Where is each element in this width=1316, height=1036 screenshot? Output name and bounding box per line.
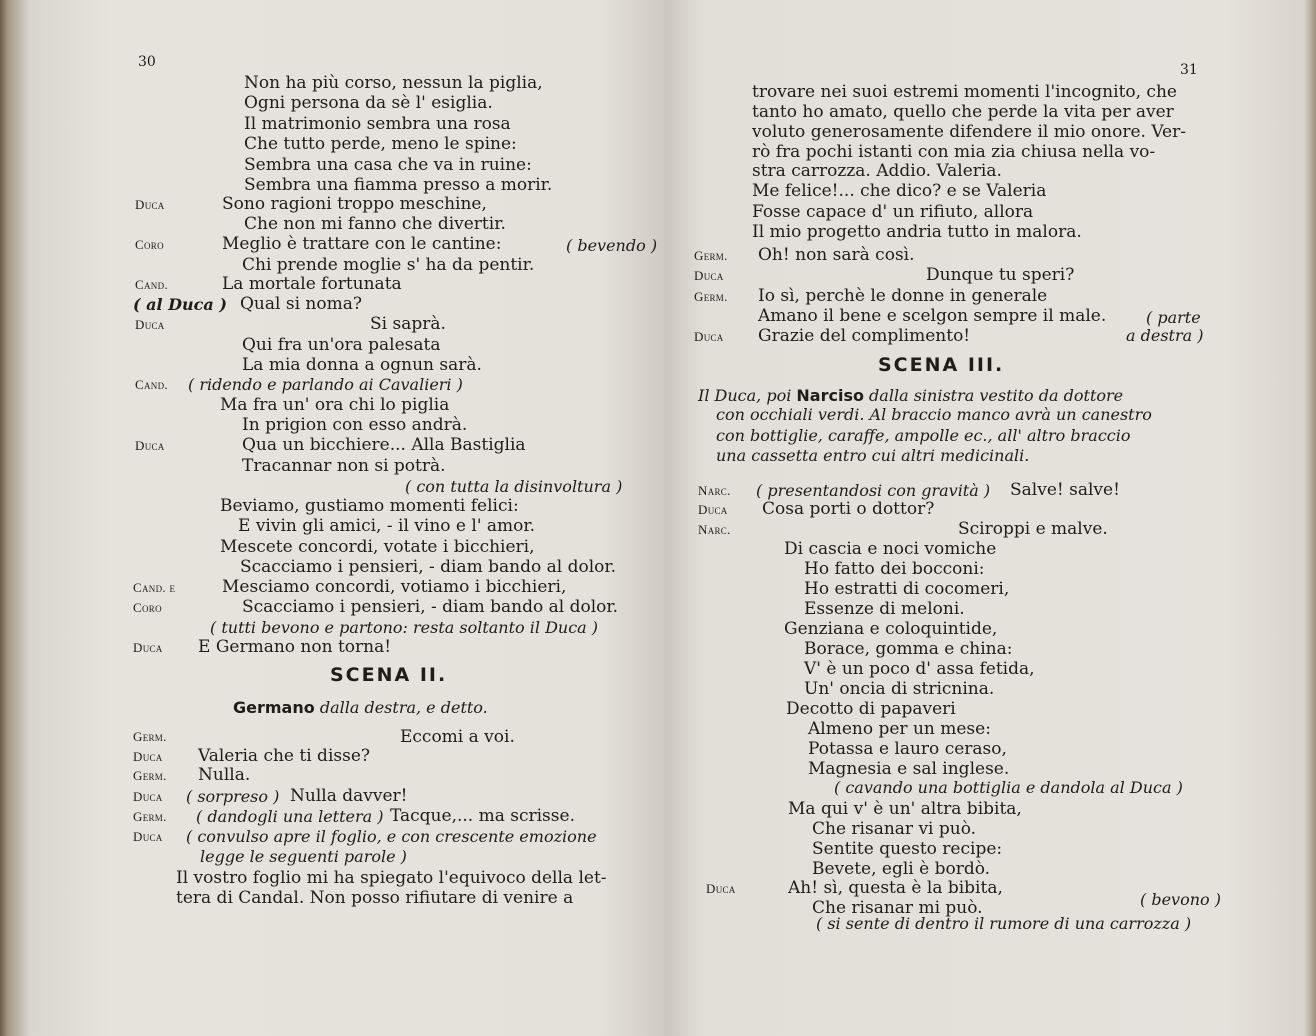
verse-line: Mescete concordi, votate i bicchieri, [220, 537, 535, 557]
verse-line: Che non mi fanno che divertir. [244, 214, 506, 234]
verse-line: Oh! non sarà così. [758, 245, 915, 265]
verse-line: E vivin gli amici, - il vino e l' amor. [238, 516, 536, 536]
stage-direction: ( bevendo ) [566, 236, 658, 255]
verse-line: Sciroppi e malve. [958, 519, 1108, 539]
right-page [664, 0, 1316, 1036]
scene-direction: una cassetta entro cui altri medicinali. [716, 446, 1030, 465]
verse-line: Decotto di papaveri [786, 699, 956, 719]
verse-line: Ma fra un' ora chi lo piglia [220, 395, 450, 415]
verse-line: Meglio è trattare con le cantine: [222, 234, 502, 254]
stage-direction: ( convulso apre il foglio, e con crescente emozione [186, 827, 597, 846]
stage-direction: ( si sente di dentro il rumore di una carrozza ) [816, 914, 1192, 933]
speaker-label: Narc. [698, 483, 731, 498]
verse-line: Eccomi a voi. [400, 727, 515, 747]
verse-line: Genziana e coloquintide, [784, 619, 998, 639]
verse-line: Mesciamo concordi, votiamo i bicchieri, [222, 577, 567, 597]
stage-direction: ( al Duca ) [133, 295, 227, 314]
verse-line: Scacciamo i pensieri, - diam bando al dolor. [240, 557, 617, 577]
verse-line: Almeno per un mese: [808, 719, 991, 739]
verse-line: Ho fatto dei bocconi: [804, 559, 985, 579]
speaker-label: Duca [133, 789, 163, 804]
speaker-label: Duca [135, 317, 165, 332]
stage-direction: ( sorpreso ) [186, 787, 280, 806]
verse-line: Magnesia e sal inglese. [808, 759, 1010, 779]
stage-direction: ( bevono ) [1140, 890, 1221, 909]
verse-line: Essenze di meloni. [804, 599, 965, 619]
speaker-label: Germ. [694, 289, 728, 304]
scene-direction [698, 386, 1123, 406]
prose-line: stra carrozza. Addio. Valeria. [752, 161, 1002, 181]
verse-line: Qual si noma? [240, 294, 362, 314]
prose-line: tera di Candal. Non posso rifiutare di venire a [176, 888, 574, 908]
verse-line: Io sì, perchè le donne in generale [758, 286, 1048, 306]
verse-line: Ma qui v' è un' altra bibita, [788, 799, 1022, 819]
verse-line: Sembra una fiamma presso a morir. [244, 175, 553, 195]
speaker-label: Cand. [135, 377, 168, 392]
speaker-label: Cand. [135, 277, 168, 292]
speaker-label: Narc. [698, 522, 731, 537]
verse-line: Beviamo, gustiamo momenti felici: [220, 496, 519, 516]
verse-line: Fosse capace d' un rifiuto, allora [752, 202, 1034, 222]
verse-line: Bevete, egli è bordò. [812, 859, 991, 879]
verse-line: Sembra una casa che va in ruine: [244, 155, 532, 175]
verse-line: Il mio progetto andria tutto in malora. [752, 222, 1082, 242]
stage-direction: ( parte [1146, 308, 1201, 327]
speaker-label: Duca [133, 829, 163, 844]
speaker-label: Coro [133, 600, 162, 615]
character-name: Narciso [796, 386, 864, 405]
verse-line: Grazie del complimento! [758, 326, 971, 346]
speaker-label: Duca [694, 329, 724, 344]
verse-line: Potassa e lauro ceraso, [808, 739, 1007, 759]
verse-line: Amano il bene e scelgon sempre il male. [758, 306, 1107, 326]
verse-line: Nulla davver! [290, 786, 408, 806]
verse-line: Sentite questo recipe: [812, 839, 1003, 859]
speaker-label: Duca [698, 502, 728, 517]
stage-direction: ( cavando una bottiglia e dandola al Duca ) [834, 778, 1183, 797]
verse-line: Valeria che ti disse? [198, 746, 371, 766]
page-number: 31 [1180, 62, 1198, 78]
scene-title: SCENA III. [878, 354, 1005, 376]
verse-line: Salve! salve! [1010, 480, 1120, 500]
prose-line: trovare nei suoi estremi momenti l'incognito, che [752, 82, 1177, 102]
scene-direction-text: Il Duca, poi [698, 386, 797, 405]
verse-line: Che tutto perde, meno le spine: [244, 134, 517, 154]
prose-line: Il vostro foglio mi ha spiegato l'equivoco della let- [176, 868, 607, 888]
stage-direction: ( tutti bevono e partono: resta soltanto il Duca ) [210, 618, 599, 637]
verse-line: In prigion con esso andrà. [242, 415, 468, 435]
stage-direction: ( presentandosi con gravità ) [756, 481, 991, 500]
page-number: 30 [138, 54, 156, 70]
verse-line: Borace, gomma e china: [804, 639, 1013, 659]
verse-line: Cosa porti o dottor? [762, 499, 935, 519]
prose-line: voluto generosamente difendere il mio onore. Ver- [752, 122, 1186, 142]
verse-line: Ogni persona da sè l' esiglia. [244, 93, 493, 113]
speaker-label: Germ. [133, 809, 167, 824]
speaker-label: Germ. [133, 729, 167, 744]
verse-line: Me felice!... che dico? e se Valeria [752, 181, 1047, 201]
speaker-label: Duca [706, 881, 736, 896]
prose-line: tanto ho amato, quello che perde la vita per aver [752, 102, 1174, 122]
speaker-label: Coro [135, 237, 164, 252]
verse-line: Che risanar mi può. [812, 898, 983, 918]
scene-heading-rest: dalla destra, e detto. [314, 698, 488, 717]
scene-direction: con bottiglie, caraffe, ampolle ec., all' altro braccio [716, 426, 1131, 445]
stage-direction: a destra ) [1126, 326, 1204, 345]
verse-line: Non ha più corso, nessun la piglia, [244, 73, 543, 93]
scene-direction-text: dalla sinistra vestito da dottore [863, 386, 1124, 405]
stage-direction: ( dandogli una lettera ) [196, 807, 384, 826]
verse-line: Un' oncia di stricnina. [804, 679, 995, 699]
verse-line: V' è un poco d' assa fetida, [804, 659, 1035, 679]
scene-heading [233, 698, 488, 718]
speaker-label: Duca [133, 640, 163, 655]
speaker-label: Duca [135, 197, 165, 212]
prose-line: rò fra pochi istanti con mia zia chiusa nella vo- [752, 142, 1156, 162]
scene-title: SCENA II. [330, 664, 448, 686]
speaker-label: Duca [694, 268, 724, 283]
verse-line: Tacque,... ma scrisse. [390, 806, 575, 826]
verse-line: Ah! sì, questa è la bibita, [788, 878, 1003, 898]
verse-line: Il matrimonio sembra una rosa [244, 114, 511, 134]
scene-direction: con occhiali verdi. Al braccio manco avrà un canestro [716, 405, 1152, 424]
verse-line: Tracannar non si potrà. [242, 456, 446, 476]
verse-line: Scacciamo i pensieri, - diam bando al dolor. [242, 597, 619, 617]
verse-line: Qui fra un'ora palesata [242, 335, 441, 355]
verse-line: Si saprà. [370, 314, 446, 334]
verse-line: Dunque tu speri? [926, 265, 1075, 285]
speaker-label: Germ. [133, 768, 167, 783]
speaker-label: Duca [135, 438, 165, 453]
verse-line: Che risanar vi può. [812, 819, 977, 839]
stage-direction: legge le seguenti parole ) [200, 847, 407, 866]
verse-line: Ho estratti di cocomeri, [804, 579, 1010, 599]
verse-line: La mortale fortunata [222, 274, 402, 294]
verse-line: E Germano non torna! [198, 637, 392, 657]
verse-line: Sono ragioni troppo meschine, [222, 194, 487, 214]
verse-line: Nulla. [198, 765, 251, 785]
speaker-label: Germ. [694, 248, 728, 263]
speaker-label: Duca [133, 749, 163, 764]
verse-line: Qua un bicchiere... Alla Bastiglia [242, 435, 526, 455]
verse-line: La mia donna a ognun sarà. [242, 355, 482, 375]
speaker-label: Cand. e [133, 580, 176, 595]
character-name: Germano [233, 698, 315, 717]
verse-line: Di cascia e noci vomiche [784, 539, 997, 559]
stage-direction: ( ridendo e parlando ai Cavalieri ) [188, 375, 463, 394]
stage-direction: ( con tutta la disinvoltura ) [405, 477, 623, 496]
verse-line: Chi prende moglie s' ha da pentir. [242, 255, 535, 275]
